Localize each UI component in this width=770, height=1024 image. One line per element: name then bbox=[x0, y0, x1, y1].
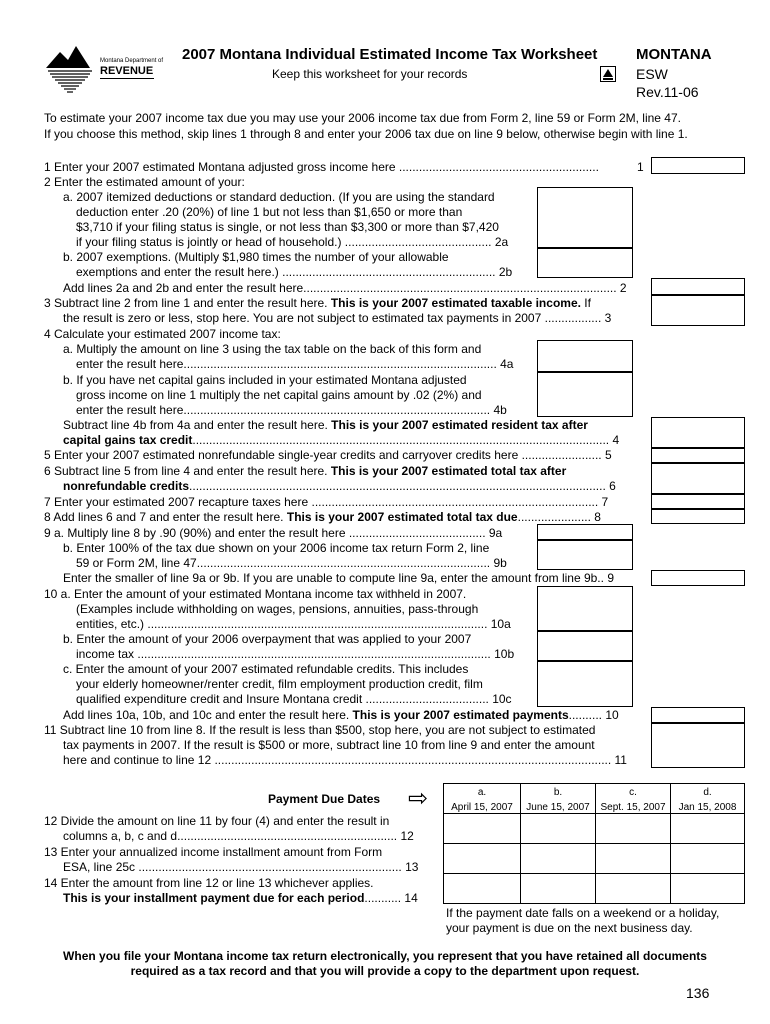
line-10c-text-1: c. Enter the amount of your 2007 estimated refundable credits. This includes bbox=[63, 662, 469, 676]
line-4b-field[interactable] bbox=[537, 372, 633, 417]
col-d-letter: d. bbox=[703, 787, 712, 798]
line-10b-text-1: b. Enter the amount of your 2006 overpayment that was applied to your 2007 bbox=[63, 632, 472, 646]
payment-col-b-header bbox=[520, 783, 596, 814]
line-9-field[interactable] bbox=[651, 570, 745, 586]
form-code: ESW bbox=[636, 66, 668, 82]
line-12-col-c[interactable] bbox=[595, 813, 671, 844]
line-9b-text-1: b. Enter 100% of the tax due shown on your 2006 income tax return Form 2, line bbox=[63, 541, 490, 555]
line-4-sum-part: Subtract line 4b from 4a and enter the result here. bbox=[63, 418, 328, 432]
line-14-leader: ........... 14 bbox=[364, 891, 418, 905]
line-12-text-1: 12 Divide the amount on line 11 by four (4) and enter the result in bbox=[44, 814, 390, 828]
line-4b-text-3: enter the result here............................................................................................ 4b bbox=[76, 403, 507, 417]
line-3-part-1: 3 Subtract line 2 from line 1 and enter the result here. bbox=[44, 296, 328, 310]
efile-notice-2: required as a tax record and that you will provide a copy to the department upon request. bbox=[130, 964, 640, 978]
line-12-text-2: columns a, b, c and d.................................................................. 12 bbox=[63, 829, 414, 843]
line-5-field[interactable] bbox=[651, 448, 745, 463]
intro-line-1: To estimate your 2007 income tax due you may use your 2006 income tax due from Form 2, line 59 or Form 2M, line 47. bbox=[44, 111, 681, 125]
line-3-part-2: If bbox=[584, 296, 591, 310]
line-4a-text-1: a. Multiply the amount on line 3 using the tax table on the back of this form and bbox=[63, 342, 482, 356]
line-10-leader: .......... 10 bbox=[568, 708, 619, 722]
col-c-date: Sept. 15, 2007 bbox=[600, 802, 666, 813]
line-4-field[interactable] bbox=[651, 417, 745, 448]
line-2-sum-text: Add lines 2a and 2b and enter the result here.............................................................................................. 2 bbox=[63, 281, 627, 295]
line-4b-text-2: gross income on line 1 multiply the net capital gains amount by .02 (2%) and bbox=[76, 388, 482, 402]
line-13-col-c[interactable] bbox=[595, 843, 671, 874]
line-10c-text-3: qualified expenditure credit and Insure Montana credit ..................................... 10c bbox=[76, 692, 512, 706]
line-2a-text-3: $3,710 if your filing status is single, or not less than $3,300 or more than $7,420 bbox=[76, 220, 499, 234]
line-9b-field[interactable] bbox=[537, 540, 633, 570]
line-8-part: 8 Add lines 6 and 7 and enter the result here. bbox=[44, 510, 284, 524]
line-3-field[interactable] bbox=[651, 295, 745, 326]
line-8-field[interactable] bbox=[651, 509, 745, 524]
line-2a-text-4: if your filing status is jointly or head of household.) ............................................ 2a bbox=[76, 235, 509, 249]
line-14-text-1: 14 Enter the amount from line 12 or line 13 whichever applies. bbox=[44, 876, 374, 890]
line-2b-field[interactable] bbox=[537, 248, 633, 278]
line-6-part: 6 Subtract line 5 from line 4 and enter the result here. bbox=[44, 464, 328, 478]
line-10-bold: This is your 2007 estimated payments bbox=[352, 708, 569, 722]
line-4a-field[interactable] bbox=[537, 340, 633, 372]
revision: Rev.11-06 bbox=[636, 84, 699, 100]
line-10-field[interactable] bbox=[651, 707, 745, 723]
line-4a-text-2: enter the result here.............................................................................................. 4a bbox=[76, 357, 514, 371]
line-8-text bbox=[44, 510, 601, 525]
line-10b-field[interactable] bbox=[537, 631, 633, 661]
line-8-bold: This is your 2007 estimated total tax due bbox=[286, 510, 518, 524]
line-10a-field[interactable] bbox=[537, 586, 633, 631]
line-10b-text-2: income tax .......................................................................................................... 10b bbox=[76, 647, 515, 661]
col-b-letter: b. bbox=[553, 787, 563, 798]
col-d-date: Jan 15, 2008 bbox=[678, 802, 737, 813]
col-c-letter: c. bbox=[629, 787, 637, 798]
line-5-text: 5 Enter your 2007 estimated nonrefundable single-year credits and carryover credits here ........................ 5 bbox=[44, 448, 612, 462]
line-10a-text-3: entities, etc.) ...................................................................................................... 10a bbox=[76, 617, 511, 631]
line-4-text: 4 Calculate your estimated 2007 income tax: bbox=[44, 327, 281, 341]
line-6-field[interactable] bbox=[651, 463, 745, 494]
line-13-text-1: 13 Enter your annualized income installment amount from Form bbox=[44, 845, 383, 859]
recycle-icon bbox=[600, 66, 616, 82]
line-2-field[interactable] bbox=[651, 278, 745, 295]
line-2a-field[interactable] bbox=[537, 187, 633, 248]
line-14-col-b[interactable] bbox=[520, 873, 596, 904]
line-3-bold: This is your 2007 estimated taxable income. bbox=[330, 296, 581, 310]
line-2a-text-1: a. 2007 itemized deductions or standard deduction. (If you are using the standard bbox=[63, 190, 495, 204]
line-12-col-d[interactable] bbox=[670, 813, 745, 844]
line-9a-field[interactable] bbox=[537, 524, 633, 540]
weekend-note-2: your payment is due on the next business day. bbox=[446, 921, 693, 935]
line-9-text: Enter the smaller of line 9a or 9b. If you are unable to compute line 9a, enter the amount from line 9b.. 9 bbox=[63, 571, 614, 585]
page-title: 2007 Montana Individual Estimated Income Tax Worksheet bbox=[182, 46, 598, 63]
line-14-col-c[interactable] bbox=[595, 873, 671, 904]
line-10a-text-2: (Examples include withholding on wages, pensions, annuities, pass-through bbox=[76, 602, 479, 616]
line-6-bold-2: nonrefundable credits bbox=[63, 479, 190, 493]
line-10-text bbox=[63, 708, 619, 723]
line-14-col-d[interactable] bbox=[670, 873, 745, 904]
line-13-col-b[interactable] bbox=[520, 843, 596, 874]
line-4-sum-text-a bbox=[63, 418, 588, 433]
line-11-text-2: tax payments in 2007. If the result is $500 or more, subtract line 10 from line 9 and enter the amount bbox=[63, 738, 595, 752]
line-13-col-d[interactable] bbox=[670, 843, 745, 874]
line-10c-text-2: your elderly homeowner/renter credit, film employment production credit, film bbox=[76, 677, 483, 691]
line-14-text-2 bbox=[63, 891, 418, 906]
line-11-text-1: 11 Subtract line 10 from line 8. If the result is less than $500, stop here, you are not subject to estimated bbox=[44, 723, 596, 737]
col-a-date: April 15, 2007 bbox=[451, 802, 513, 813]
payment-due-heading: Payment Due Dates bbox=[268, 792, 381, 806]
payment-col-a-header bbox=[443, 783, 521, 814]
line-4-sum-bold-2: capital gains tax credit bbox=[63, 433, 193, 447]
col-a-letter: a. bbox=[477, 787, 487, 798]
line-14-bold: This is your installment payment due for each period bbox=[63, 891, 365, 905]
weekend-note-1: If the payment date falls on a weekend or a holiday, bbox=[446, 906, 720, 920]
line-7-field[interactable] bbox=[651, 494, 745, 509]
line-1-field[interactable] bbox=[651, 157, 745, 174]
payment-col-c-header bbox=[595, 783, 671, 814]
line-2-text: 2 Enter the estimated amount of your: bbox=[44, 175, 245, 189]
line-8-leader: ...................... 8 bbox=[517, 510, 601, 524]
efile-notice-1: When you file your Montana income tax return electronically, you represent that you have retained all documents bbox=[63, 949, 707, 963]
line-6-leader: ............................................................................................................................. 6 bbox=[189, 479, 616, 493]
line-9a-text: 9 a. Multiply line 8 by .90 (90%) and enter the result here ......................................... 9a bbox=[44, 526, 503, 540]
line-3-text-a bbox=[44, 296, 591, 311]
line-6-text-a bbox=[44, 464, 566, 479]
line-2a-text-2: deduction enter .20 (20%) of line 1 but not less than $1,650 or more than bbox=[76, 205, 463, 219]
logo-revenue-text: REVENUE bbox=[100, 65, 154, 77]
line-10-part: Add lines 10a, 10b, and 10c and enter the result here. bbox=[63, 708, 350, 722]
page-number: 136 bbox=[686, 985, 710, 1001]
line-4-sum-bold: This is your 2007 estimated resident tax after bbox=[331, 418, 588, 432]
line-13-text-2: ESA, line 25c ............................................................................... 13 bbox=[63, 860, 419, 874]
line-6-text-b bbox=[63, 479, 616, 494]
logo-small-text: Montana Department of bbox=[100, 58, 164, 64]
intro-line-2: If you choose this method, skip lines 1 through 8 and enter your 2006 tax due on line 9 below, otherwise begin with line 1. bbox=[44, 127, 688, 141]
line-2b-text-2: exemptions and enter the result here.) ................................................................ 2b bbox=[76, 265, 513, 279]
line-1-number: 1 bbox=[637, 160, 644, 174]
state-label: MONTANA bbox=[636, 46, 712, 63]
line-9b-text-2: 59 or Form 2M, line 47........................................................................................ 9b bbox=[76, 556, 507, 570]
line-11-text-3: here and continue to line 12 ....................................................................................................................... 11 bbox=[63, 753, 627, 767]
line-10c-field[interactable] bbox=[537, 661, 633, 707]
line-4-sum-leader: ............................................................................................................................. 4 bbox=[192, 433, 620, 447]
line-7-text: 7 Enter your estimated 2007 recapture taxes here ...................................................................................... 7 bbox=[44, 495, 609, 509]
line-14-col-a[interactable] bbox=[443, 873, 521, 904]
page-subtitle: Keep this worksheet for your records bbox=[272, 67, 468, 81]
line-12-col-a[interactable] bbox=[443, 813, 521, 844]
mdor-logo bbox=[44, 42, 164, 96]
line-2b-text-1: b. 2007 exemptions. (Multiply $1,980 times the number of your allowable bbox=[63, 250, 449, 264]
line-4b-text-1: b. If you have net capital gains included in your estimated Montana adjusted bbox=[63, 373, 467, 387]
line-1-text: 1 Enter your 2007 estimated Montana adjusted gross income here ............................................................ bbox=[44, 160, 599, 174]
line-10a-text-1: 10 a. Enter the amount of your estimated Montana income tax withheld in 2007. bbox=[44, 587, 467, 601]
logo-rule bbox=[100, 78, 154, 79]
line-4-sum-text-b bbox=[63, 433, 619, 448]
line-6-bold: This is your 2007 estimated total tax after bbox=[330, 464, 567, 478]
line-12-col-b[interactable] bbox=[520, 813, 596, 844]
col-b-date: June 15, 2007 bbox=[526, 802, 590, 813]
arrow-right-icon: ⇨ bbox=[408, 784, 429, 812]
line-13-col-a[interactable] bbox=[443, 843, 521, 874]
line-3-text-b: the result is zero or less, stop here. You are not subject to estimated tax payments in 2007 ................. 3 bbox=[63, 311, 612, 325]
payment-col-d-header bbox=[670, 783, 745, 814]
line-11-field[interactable] bbox=[651, 723, 745, 768]
